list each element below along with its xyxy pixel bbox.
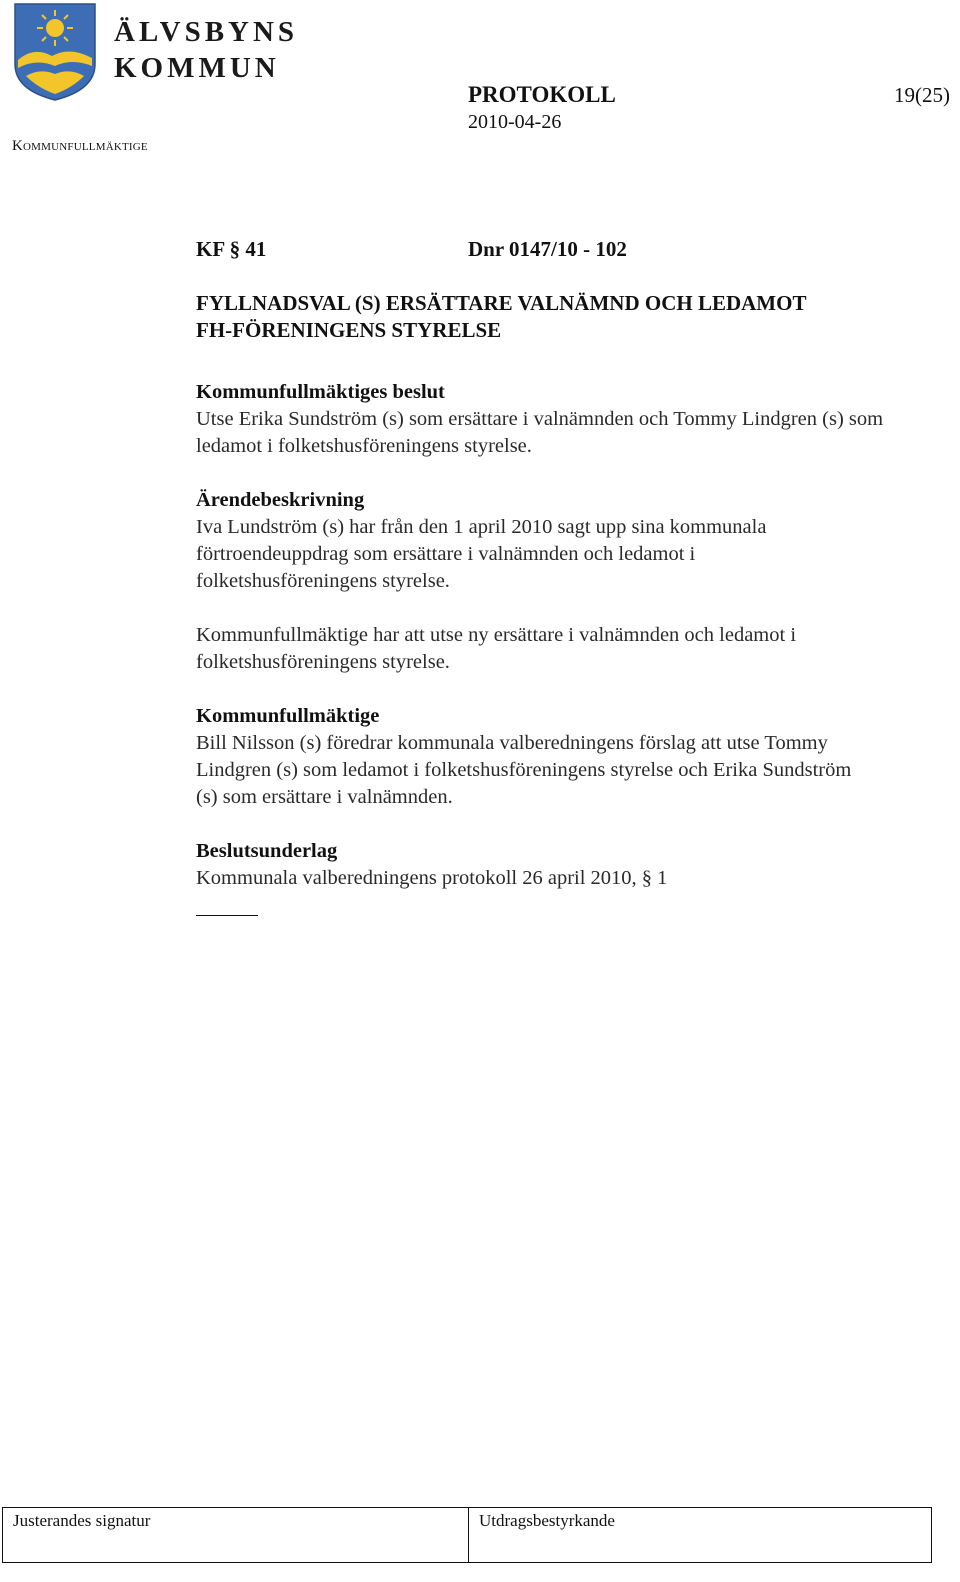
municipality-logo-text [114,14,298,86]
document-date: 2010-04-26 [468,111,562,133]
section-arendebeskrivning [196,487,876,595]
section-body: Kommunfullmäktige har att utse ny ersättare i valnämnden och ledamot i folketshusföreningens styrelse. [196,624,797,673]
section-heading: Beslutsunderlag [196,840,338,862]
footer-certification-cell: Utdragsbestyrkande [479,1511,615,1530]
section-arende-continued [196,622,926,676]
end-rule [196,915,258,916]
logo-line-1: ÄLVSBYNS [114,16,299,48]
case-title-line-1: FYLLNADSVAL (S) ERSÄTTARE VALNÄMND OCH LEDAMOT [196,291,807,315]
signature-footer [2,1507,932,1563]
department-label: Kommunfullmäktige [12,138,148,154]
section-heading: Kommunfullmäktiges beslut [196,381,445,403]
case-paragraph: KF § 41 [196,237,267,261]
section-body: Bill Nilsson (s) föredrar kommunala valberedningens förslag att utse Tommy Lindgren (s) som ledamot i folketshusföreningens styrelse och Erika Sundström (s) som ersättare i valnämnden. [196,732,852,808]
case-title [196,290,936,344]
section-beslut [196,379,926,460]
footer-signature-cell: Justerandes signatur [3,1508,469,1562]
section-body: Kommunala valberedningens protokoll 26 april 2010, § 1 [196,867,668,889]
section-heading: Kommunfullmäktige [196,705,380,727]
page-number: 19(25) [894,83,950,107]
section-kommunfullmaktige [196,703,876,811]
case-dnr: Dnr 0147/10 - 102 [468,237,627,261]
section-body: Utse Erika Sundström (s) som ersättare i valnämnden och Tommy Lindgren (s) som ledamot i folketshusföreningens styrelse. [196,408,884,457]
case-title-line-2: FH-FÖRENINGENS STYRELSE [196,318,502,342]
section-heading: Ärendebeskrivning [196,489,365,511]
document-type: PROTOKOLL [468,82,616,107]
section-body: Iva Lundström (s) har från den 1 april 2010 sagt upp sina kommunala förtroendeuppdrag som ersättare i valnämnden och ledamot i folketshusföreningens styrelse. [196,516,767,592]
logo-line-2: KOMMUN [114,52,280,84]
coat-of-arms-icon [12,2,98,102]
section-beslutsunderlag [196,838,926,892]
